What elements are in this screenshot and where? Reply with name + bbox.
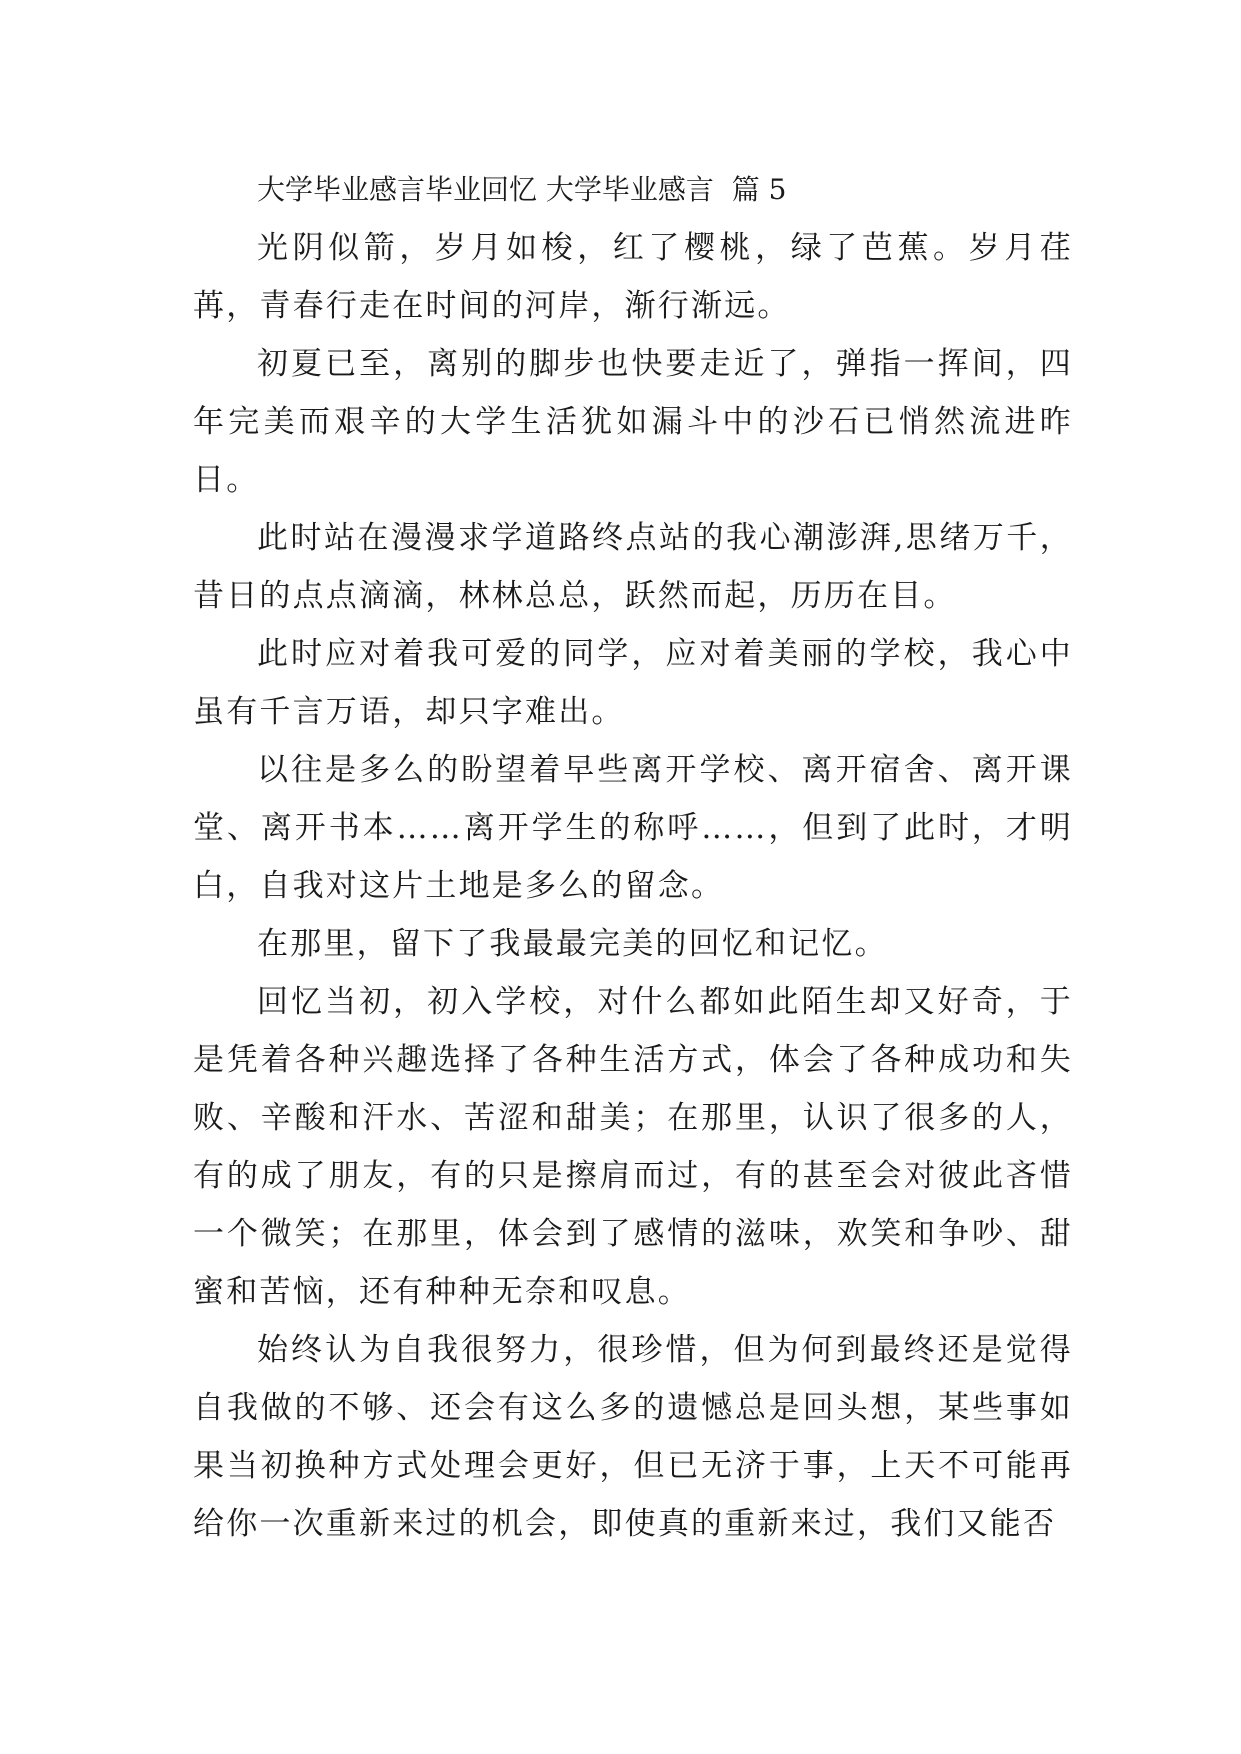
paragraph-2: 初夏已至，离别的脚步也快要走近了，弹指一挥间，四年完美而艰辛的大学生活犹如漏斗中的沙石已悄然流进昨日。 (193, 346, 1073, 498)
document-title: 大学毕业感言毕业回忆 大学毕业感言 篇 5 (257, 173, 787, 206)
paragraph-1: 光阴似箭，岁月如梭，红了樱桃，绿了芭蕉。岁月荏苒，青春行走在时间的河岸，渐行渐远。 (193, 230, 1073, 324)
paragraph-5: 以往是多么的盼望着早些离开学校、离开宿舍、离开课堂、离开书本……离开学生的称呼……，但到了此时，才明白，自我对这片土地是多么的留念。 (193, 752, 1073, 904)
document-body (193, 161, 1073, 1553)
paragraph-7: 回忆当初，初入学校，对什么都如此陌生却又好奇，于是凭着各种兴趣选择了各种生活方式，体会了各种成功和失败、辛酸和汗水、苦涩和甜美；在那里，认识了很多的人，有的成了朋友，有的只是擦肩而过，有的甚至会对彼此吝惜一个微笑；在那里，体会到了感情的滋味，欢笑和争吵、甜蜜和苦恼，还有种种无奈和叹息。 (193, 984, 1073, 1310)
paragraph-4: 此时应对着我可爱的同学，应对着美丽的学校，我心中虽有千言万语，却只字难出。 (193, 636, 1073, 730)
paragraph-6: 在那里，留下了我最最完美的回忆和记忆。 (257, 926, 888, 962)
paragraph-8: 始终认为自我很努力，很珍惜，但为何到最终还是觉得自我做的不够、还会有这么多的遗憾总是回头想，某些事如果当初换种方式处理会更好，但已无济于事，上天不可能再给你一次重新来过的机会，即使真的重新来过，我们又能否 (193, 1332, 1073, 1542)
paragraph-3: 此时站在漫漫求学道路终点站的我心潮澎湃,思绪万千，昔日的点点滴滴，林林总总，跃然而起，历历在目。 (193, 520, 1073, 614)
